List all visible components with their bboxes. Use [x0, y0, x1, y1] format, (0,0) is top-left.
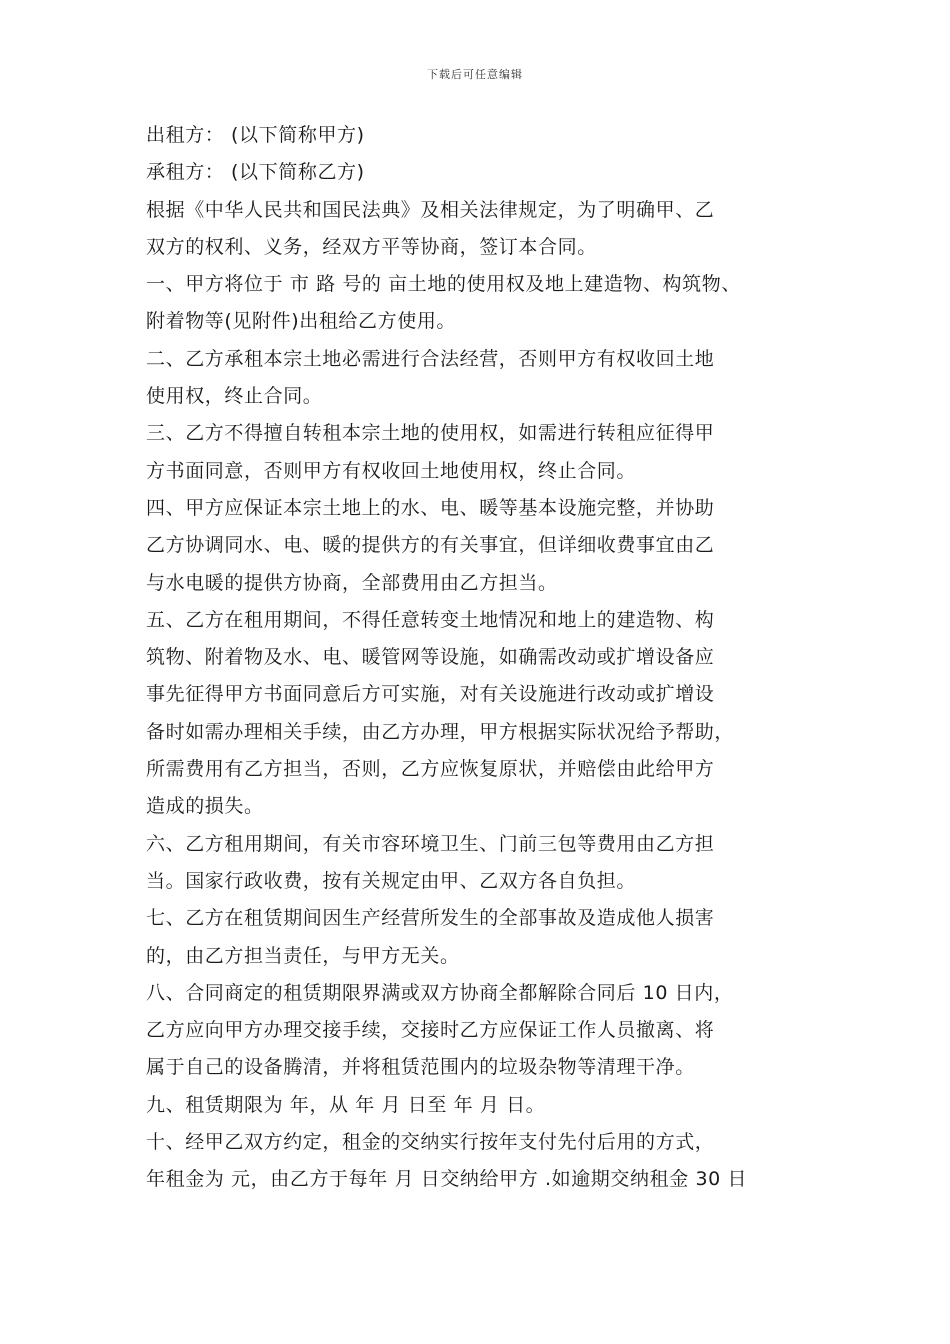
text-line: 十、经甲乙双方约定，租金的交纳实行按年支付先付后用的方式，: [146, 1131, 715, 1154]
text-line: 三、乙方不得擅自转租本宗土地的使用权，如需进行转租应征得甲: [146, 422, 715, 445]
text-line: 年租金为 元，由乙方于每年 月 日交纳给甲方 .如逾期交纳租金 30 日: [146, 1168, 748, 1191]
text-line: 造成的损失。: [146, 795, 264, 818]
text-line: 方书面同意，否则甲方有权收回土地使用权，终止合同。: [146, 459, 637, 482]
text-line: 根据《中华人民共和国民法典》及相关法律规定，为了明确甲、乙: [146, 198, 715, 221]
text-line: 七、乙方在租赁期间因生产经营所发生的全部事故及造成他人损害: [146, 907, 715, 930]
text-line: 承租方： (以下简称乙方): [146, 161, 365, 184]
text-line: 属于自己的设备腾清，并将租赁范围内的垃圾杂物等清理干净。: [146, 1056, 695, 1079]
text-line: 的，由乙方担当责任，与甲方无关。: [146, 944, 460, 967]
text-line: 四、甲方应保证本宗土地上的水、电、暖等基本设施完整，并协助: [146, 496, 715, 519]
text-line: 五、乙方在租用期间，不得任意转变土地情况和地上的建造物、构: [146, 608, 715, 631]
text-line: 所需费用有乙方担当，否则，乙方应恢复原状，并赔偿由此给甲方: [146, 758, 715, 781]
text-line: 双方的权利、义务，经双方平等协商，签订本合同。: [146, 235, 597, 258]
text-line: 当。国家行政收费，按有关规定由甲、乙双方各自负担。: [146, 869, 637, 892]
text-line: 备时如需办理相关手续，由乙方办理，甲方根据实际状况给予帮助，: [146, 720, 735, 743]
text-line: 乙方协调同水、电、暖的提供方的有关事宜，但详细收费事宜由乙: [146, 534, 715, 557]
text-line: 出租方： (以下简称甲方): [146, 124, 365, 146]
text-line: 乙方应向甲方办理交接手续，交接时乙方应保证工作人员撤离、将: [146, 1019, 715, 1042]
text-line: 筑物、附着物及水、电、暖管网等设施，如确需改动或扩增设备应: [146, 646, 715, 669]
text-line: 九、租赁期限为 年，从 年 月 日至 年 月 日。: [146, 1093, 546, 1116]
text-line: 一、甲方将位于 市 路 号的 亩土地的使用权及地上建造物、构筑物、: [146, 273, 741, 296]
text-line: 附着物等(见附件)出租给乙方使用。: [146, 310, 457, 333]
text-line: 事先征得甲方书面同意后方可实施，对有关设施进行改动或扩增设: [146, 683, 715, 706]
document-body: [146, 117, 836, 1199]
text-line: 六、乙方租用期间，有关市容环境卫生、门前三包等费用由乙方担: [146, 832, 715, 855]
text-line: 二、乙方承租本宗土地必需进行合法经营，否则甲方有权收回土地: [146, 347, 715, 370]
page-header-note: 下载后可任意编辑: [427, 68, 523, 81]
text-line: 八、合同商定的租赁期限界满或双方协商全都解除合同后 10 日内，: [146, 981, 734, 1004]
text-line: 使用权，终止合同。: [146, 385, 323, 408]
text-line: 与水电暖的提供方协商，全部费用由乙方担当。: [146, 571, 558, 594]
